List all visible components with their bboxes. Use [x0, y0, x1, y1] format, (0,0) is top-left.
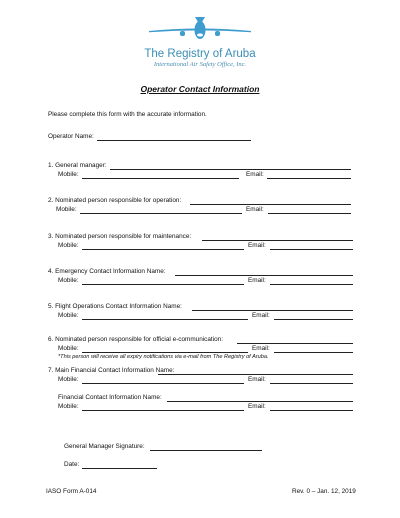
item-2-name-field[interactable]: [190, 204, 351, 205]
item-5-mobile-label: Mobile:: [58, 312, 79, 319]
item-5-label: 5. Flight Operations Contact Information Name:: [48, 303, 182, 310]
item-3-mobile-label: Mobile:: [58, 242, 79, 249]
item-7-label: 7. Main Financial Contact Information Name:: [48, 367, 175, 374]
item-6-label: 6. Nominated person responsible for official e-communication:: [48, 336, 224, 343]
intro-text: Please complete this form with the accurate information.: [48, 111, 207, 118]
financial-email-label: Email:: [248, 403, 266, 410]
signature-label: General Manager Signature:: [64, 443, 145, 450]
airplane-icon: [145, 14, 255, 44]
item-7-mobile-field[interactable]: [82, 383, 244, 384]
item-6-name-field[interactable]: [237, 343, 353, 344]
item-6-email-field[interactable]: [274, 352, 353, 353]
financial-contact-name-field[interactable]: [167, 401, 353, 402]
item-2-mobile-field[interactable]: [80, 213, 242, 214]
financial-mobile-field[interactable]: [82, 410, 244, 411]
item-4-label: 4. Emergency Contact Information Name:: [48, 268, 166, 275]
item-3-label: 3. Nominated person responsible for maintenance:: [48, 233, 192, 240]
item-3-email-field[interactable]: [270, 249, 353, 250]
item-2-label: 2. Nominated person responsible for operation:: [48, 197, 182, 204]
item-5-email-label: Email:: [252, 312, 270, 319]
logo-title: The Registry of Aruba: [144, 48, 256, 60]
financial-mobile-label: Mobile:: [58, 403, 79, 410]
item-5-name-field[interactable]: [192, 310, 353, 311]
financial-contact-label: Financial Contact Information Name:: [58, 394, 162, 401]
item-5-email-field[interactable]: [274, 319, 353, 320]
date-label: Date:: [64, 461, 80, 468]
signature-field[interactable]: [150, 450, 262, 451]
revision-date: Rev. 0 – Jan. 12, 2019: [292, 488, 356, 495]
item-4-email-field[interactable]: [270, 284, 353, 285]
item-1-name-field[interactable]: [110, 169, 351, 170]
item-5-mobile-field[interactable]: [82, 319, 248, 320]
item-2-email-field[interactable]: [268, 213, 351, 214]
item-6-note: *This person will receive all expiry notifications via e-mail from The Registry of Aruba.: [58, 354, 269, 360]
item-6-email-label: Email:: [252, 345, 270, 352]
item-1-label: 1. General manager:: [48, 162, 107, 169]
date-field[interactable]: [82, 468, 157, 469]
item-2-mobile-label: Mobile:: [56, 206, 77, 213]
item-3-email-label: Email:: [248, 242, 266, 249]
item-4-mobile-field[interactable]: [82, 284, 244, 285]
item-2-email-label: Email:: [246, 206, 264, 213]
operator-name-label: Operator Name:: [48, 133, 94, 140]
item-4-email-label: Email:: [248, 277, 266, 284]
form-id: IASO Form A-014: [46, 488, 97, 495]
item-1-mobile-field[interactable]: [82, 178, 239, 179]
item-7-email-label: Email:: [248, 376, 266, 383]
item-3-name-field[interactable]: [202, 240, 353, 241]
operator-name-field[interactable]: [97, 140, 251, 141]
item-1-mobile-label: Mobile:: [58, 171, 79, 178]
item-4-mobile-label: Mobile:: [58, 277, 79, 284]
logo-subtitle: International Air Safety Office, Inc.: [153, 61, 247, 68]
item-1-email-label: Email:: [246, 171, 264, 178]
item-7-email-field[interactable]: [270, 383, 353, 384]
item-4-name-field[interactable]: [175, 275, 353, 276]
item-6-mobile-label: Mobile:: [58, 345, 79, 352]
financial-email-field[interactable]: [270, 410, 353, 411]
form-title: Operator Contact Information: [140, 84, 260, 94]
item-1-email-field[interactable]: [267, 178, 351, 179]
item-7-mobile-label: Mobile:: [58, 376, 79, 383]
registry-logo: [0, 14, 400, 68]
item-7-name-field[interactable]: [158, 374, 353, 375]
item-3-mobile-field[interactable]: [82, 249, 244, 250]
